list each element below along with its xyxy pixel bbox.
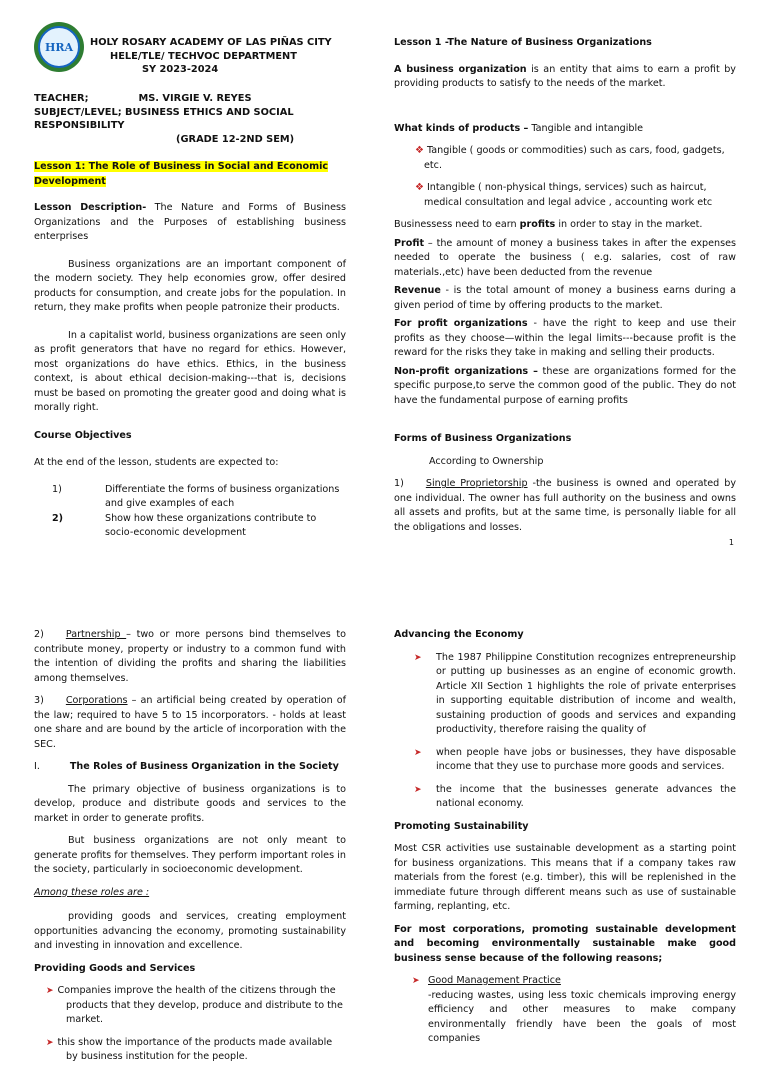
tangible-item: ❖ Tangible ( goods or commodities) such as cars, food, gadgets, etc. [415, 145, 725, 171]
sustainability-heading: Promoting Sustainability [394, 820, 529, 832]
objectives-intro: At the end of the lesson, students are expected to: [34, 457, 279, 468]
lesson-title: Lesson 1: The Role of Business in Social and Economic Development [34, 161, 329, 187]
subject-line-1: SUBJECT/LEVEL; BUSINESS ETHICS AND SOCIAL [34, 106, 294, 118]
school-logo [34, 22, 84, 72]
arrow-bullet-icon: ➤ [414, 784, 422, 795]
page-2 [0, 620, 768, 1062]
forms-heading: Forms of Business Organizations [394, 433, 572, 444]
arrow-bullet-icon: ➤ [414, 652, 422, 663]
list-item: ➤ Companies improve the health of the citizens through the products that they develop, produce and distribute to the market. [46, 985, 343, 1025]
list-item: ➤ The 1987 Philippine Constitution recognizes entrepreneurship or putting up businesses as an engine of economic growth. Article XII Section 1 highlights the role of private enterprises in supporting equitable distribution of income and wealth, sustaining production of goods and services and expanding productivity, therefore raising the quality of [414, 651, 736, 735]
partnership-definition: 2) Partnership – two or more persons bind themselves to contribute money, property or industry to a common fund with the intention of dividing the profits and sharing the liabilities among themselves. [34, 629, 347, 684]
logo-seal: HRA [38, 26, 80, 68]
for-profit-definition: For profit organizations - have the right to keep and use their profits as they choose—within the legal limits---because profit is the reward for the risks they take in making and selling their products. [394, 318, 737, 358]
according-to-ownership: According to Ownership [429, 455, 544, 467]
list-item: ➤ when people have jobs or businesses, they have disposable income that they use to purchase more goods and services. [414, 746, 736, 772]
sustainability-paragraph: Most CSR activities use sustainable development as a starting point for business organizations. This means that if a company takes raw materials from the forest (e.g. timber), this will be replenished in the immediate future through different means such as use of sustainable farming, replanting, etc. [394, 843, 736, 912]
grade-level: (GRADE 12-2ND SEM) [176, 133, 295, 145]
business-org-definition: A business organization is an entity that aims to earn a profit by providing products to satisfy to the needs of the market. [394, 63, 736, 89]
page-gap [0, 560, 768, 620]
arrow-bullet-icon: ➤ [46, 986, 54, 996]
subject-line-2: RESPONSIBILITY [34, 120, 125, 131]
diamond-bullet-icon: ❖ [415, 182, 424, 193]
list-item: 1) Differentiate the forms of business organizations and give examples of each [52, 483, 340, 509]
intro-paragraph-2: In a capitalist world, business organizations are seen only as profit generators that have no regard for ethics. However, most organizations do have ethics. Ethics, in the business context, is about ethical decision-making---that is, decisions must be based on promoting the greater good and doing what is morally right. [34, 329, 346, 413]
page2-right-column [394, 628, 736, 1047]
profit-definition: Profit – the amount of money a business takes in after the expenses needed to operate the business ( e.g. salaries, cost of raw materials.,etc) have been deducted from the revenue [394, 237, 736, 278]
profits-sentence: Businessess need to earn profits in order to stay in the market. [394, 219, 703, 230]
non-profit-definition: Non-profit organizations – these are organizations formed for the specific purpose,to serve the common good of the public. They do not have the fundamental purpose of earning profits [394, 365, 736, 406]
list-item: ➤ the income that the businesses generate advances the national economy. [414, 783, 736, 809]
page-number: 1 [728, 538, 734, 547]
list-item: ➤ this show the importance of the products made available by business institution for the people. [46, 1036, 333, 1062]
roles-paragraph-2: But business organizations are not only meant to generate profits for themselves. They perform important roles in the society, particularly in socioeconomic development. [34, 835, 346, 875]
good-management-text: -reducing wastes, using less toxic chemicals improving energy efficiency and other measures to make company environmentally friendly have been the goals of most companies [428, 989, 736, 1044]
teacher-label: TEACHER; [34, 93, 89, 104]
single-proprietorship: 1) Single Proprietorship -the business is owned and operated by one individual. The owner has full authority on the business and owns all assets and profits, but at the same time, is personally liable for all the obligations and losses. [394, 478, 736, 533]
page1-right-column [394, 36, 736, 535]
intangible-item: ❖ Intangible ( non-physical things, services) such as haircut, medical consultation and legal advice , accounting work etc [415, 182, 713, 208]
intro-paragraph-1: Business organizations are an important component of the modern society. They help economies grow, offer desired products for consumption, and create jobs for the population. In return, they make profits when people patronize their products. [34, 258, 346, 313]
roles-list-text: providing goods and services, creating employment opportunities advancing the economy, promoting sustainability and investing in innovation and excellence. [34, 911, 346, 951]
arrow-bullet-icon: ➤ [414, 747, 422, 758]
good-management-title: Good Management Practice [428, 975, 561, 986]
good-management-item [394, 974, 736, 1047]
among-roles-label: Among these roles are : [34, 886, 150, 898]
arrow-bullet-icon: ➤ [412, 976, 420, 986]
lesson-description: Lesson Description- The Nature and Forms of Business Organizations and the Purposes of establishing business enterprises [34, 202, 346, 242]
roles-paragraph-1: The primary objective of business organizations is to develop, produce and distribute goods and services to the market in order to generate profits. [34, 783, 346, 824]
diamond-bullet-icon: ❖ [415, 145, 424, 156]
teacher-subject-block [34, 92, 354, 146]
page1-left-column [34, 160, 346, 581]
lesson-nature-title: Lesson 1 -The Nature of Business Organizations [394, 37, 652, 48]
department-name: HELE/TLE/ TECHVOC DEPARTMENT [110, 50, 297, 62]
providing-goods-heading: Providing Goods and Services [34, 962, 196, 974]
kinds-of-products: What kinds of products – Tangible and intangible [394, 122, 644, 134]
teacher-name: MS. VIRGIE V. REYES [138, 93, 252, 104]
objectives-heading: Course Objectives [34, 429, 132, 441]
roles-section-heading: I. The Roles of Business Organization in the Society [34, 761, 339, 772]
school-header [90, 36, 332, 77]
corporation-definition: 3) Corporations – an artificial being created by operation of the law; required to have 5 to 15 incorporators. - holds at least one share and are bound by the article of incorporation with the SEC. [34, 695, 346, 750]
revenue-definition: Revenue - is the total amount of money a business earns during a given period of time by offering products to the market. [394, 285, 736, 311]
page2-left-column [34, 628, 346, 1065]
objectives-list [34, 483, 346, 541]
reasons-paragraph: For most corporations, promoting sustainable development and becoming environmentally sustainable make good business sense because of the following reasons; [394, 923, 736, 964]
school-year: SY 2023-2024 [142, 64, 219, 75]
advancing-economy-heading: Advancing the Economy [394, 629, 524, 640]
arrow-bullet-icon: ➤ [46, 1037, 54, 1048]
list-item: 2) Show how these organizations contribute to socio-economic development [52, 512, 317, 538]
school-name: HOLY ROSARY ACADEMY OF LAS PIÑAS CITY [90, 37, 332, 48]
